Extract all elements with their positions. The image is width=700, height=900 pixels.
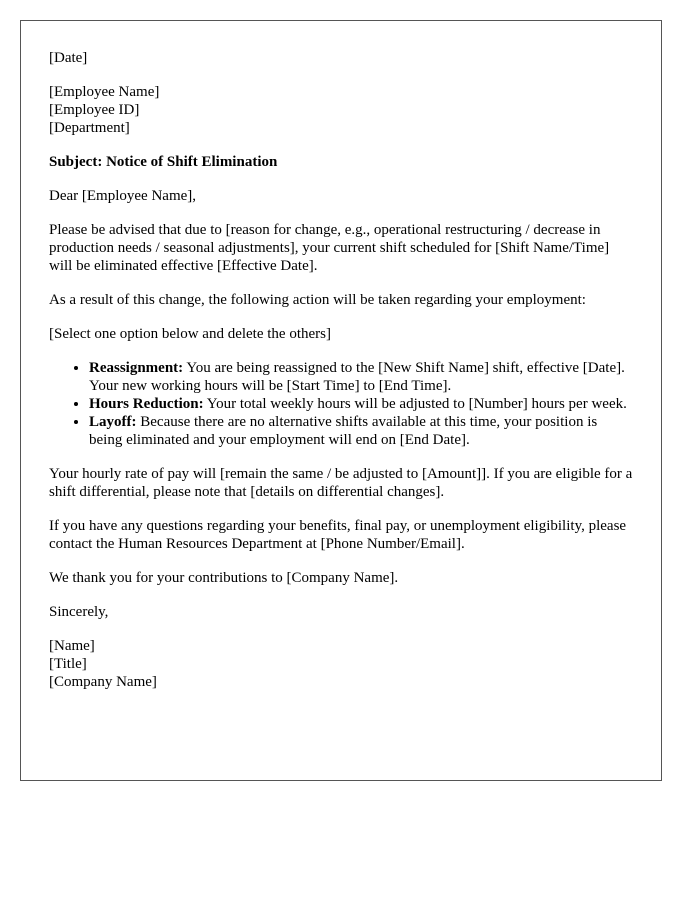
recipient-name: [Employee Name] [49, 84, 160, 100]
letter-subject: Subject: Notice of Shift Elimination [49, 154, 278, 170]
closing: Sincerely, [49, 604, 109, 620]
option-label: Reassignment: [89, 360, 184, 376]
signature-title: [Title] [49, 656, 87, 672]
questions-paragraph: If you have any questions regarding your benefits, final pay, or unemployment eligibility, please contact the Human Resources Department at [Phone Number/Email]. [49, 518, 627, 552]
option-hours-reduction [89, 395, 634, 413]
option-text: You are being reassigned to the [New Shift Name] shift, effective [Date]. Your new working hours will be [Start Time] to [End Time]. [89, 360, 625, 394]
letter-date: [Date] [49, 50, 88, 66]
recipient-department: [Department] [49, 120, 130, 136]
signature-company: [Company Name] [49, 674, 157, 690]
result-paragraph: As a result of this change, the following action will be taken regarding your employment: [49, 292, 586, 308]
option-label: Hours Reduction: [89, 396, 204, 412]
recipient-block [49, 83, 634, 137]
salutation: Dear [Employee Name], [49, 188, 197, 204]
signature-name: [Name] [49, 638, 95, 654]
signature-block [49, 637, 634, 691]
option-text: Because there are no alternative shifts available at this time, your position is being eliminated and your employment will end on [End Date]. [89, 414, 598, 448]
thanks-paragraph: We thank you for your contributions to [Company Name]. [49, 570, 399, 586]
options-list [49, 359, 634, 449]
option-layoff [89, 413, 634, 449]
instruction-paragraph: [Select one option below and delete the others] [49, 326, 331, 342]
option-label: Layoff: [89, 414, 137, 430]
recipient-id: [Employee ID] [49, 102, 140, 118]
option-reassignment [89, 359, 634, 395]
option-text: Your total weekly hours will be adjusted to [Number] hours per week. [203, 396, 627, 412]
pay-paragraph: Your hourly rate of pay will [remain the same / be adjusted to [Amount]]. If you are eligible for a shift differential, please note that [details on differential changes]. [49, 466, 633, 500]
letter-document [20, 20, 662, 781]
intro-paragraph: Please be advised that due to [reason for change, e.g., operational restructuring / decrease in production needs / seasonal adjustments], your current shift scheduled for [Shift Name/Time] will be eliminated effective [Effective Date]. [49, 222, 610, 274]
